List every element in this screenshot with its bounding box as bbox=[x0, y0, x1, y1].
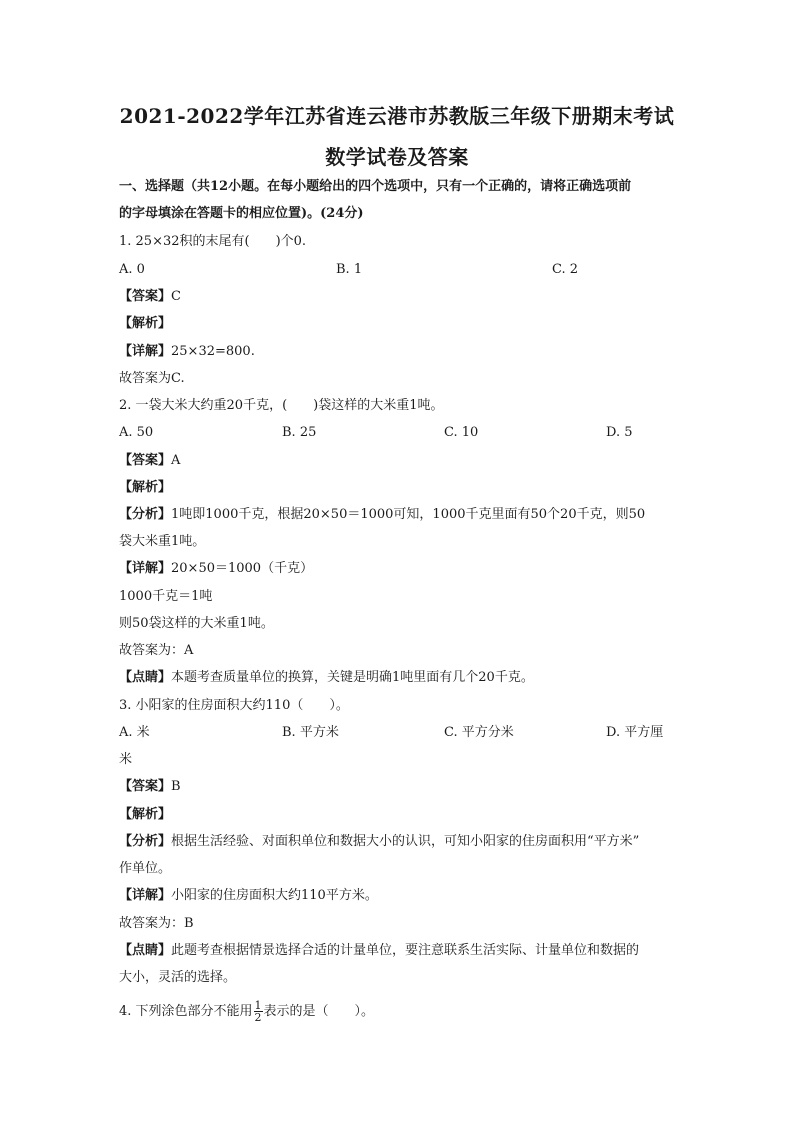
q3-option-c: C. 平方分米 bbox=[444, 725, 514, 740]
q1-option-b: B. 1 bbox=[336, 262, 363, 277]
q3-dianjing-text: 此题考查根据情景选择合适的计量单位，要注意联系生活实际、计量单位和数据的 bbox=[171, 943, 640, 958]
detail-tag: 【详解】 bbox=[119, 344, 172, 359]
q2-detail-text: 20×50＝1000（千克） bbox=[171, 561, 314, 576]
answer-tag: 【答案】 bbox=[119, 453, 172, 468]
q3-fenxi-text: 根据生活经验、对面积单位和数据大小的认识，可知小阳家的住房面积用“平方米” bbox=[171, 834, 640, 849]
q3-conclusion: 故答案为：B bbox=[119, 916, 194, 931]
fraction-denominator: 2 bbox=[254, 1011, 262, 1024]
q3-option-a: A. 米 bbox=[119, 725, 150, 740]
q2-stem: 2. 一袋大米大约重20千克，( )袋这样的大米重1吨。 bbox=[119, 398, 444, 413]
detail-tag: 【详解】 bbox=[119, 888, 172, 903]
q1-conclusion: 故答案为C. bbox=[119, 371, 185, 386]
q3-detail-text: 小阳家的住房面积大约110平方米。 bbox=[171, 888, 378, 903]
q2-dianjing-line bbox=[119, 669, 534, 687]
q2-option-d: D. 5 bbox=[606, 425, 633, 440]
section-heading-line1: 一、选择题（共12小题。在每小题给出的四个选项中，只有一个正确的，请将正确选项前 bbox=[119, 179, 632, 194]
q1-answer: C bbox=[171, 289, 181, 304]
q3-fenxi-line2: 作单位。 bbox=[119, 861, 172, 876]
q3-analysis-tag: 【解析】 bbox=[119, 807, 172, 822]
q3-stem: 3. 小阳家的住房面积大约110（ ）。 bbox=[119, 698, 349, 713]
one-half-fraction bbox=[254, 1000, 263, 1023]
q2-detail-line1 bbox=[119, 560, 313, 578]
q2-fenxi-text: 1吨即1000千克，根据20×50＝1000可知，1000千克里面有50个20千克，则50 bbox=[171, 507, 646, 522]
q2-option-a: A. 50 bbox=[119, 425, 154, 440]
q3-option-b: B. 平方米 bbox=[282, 725, 339, 740]
q2-answer: A bbox=[171, 453, 181, 468]
fenxi-tag: 【分析】 bbox=[119, 507, 172, 522]
q1-stem: 1. 25×32积的末尾有( )个0. bbox=[119, 234, 307, 249]
q1-detail: 25×32=800. bbox=[171, 344, 255, 359]
q2-answer-line bbox=[119, 452, 180, 470]
q3-option-d: D. 平方厘 bbox=[606, 725, 664, 740]
q2-dianjing-text: 本题考查质量单位的换算，关键是明确1吨里面有几个20千克。 bbox=[171, 670, 534, 685]
q2-option-b: B. 25 bbox=[282, 425, 317, 440]
detail-tag: 【详解】 bbox=[119, 561, 172, 576]
q1-detail-line bbox=[119, 343, 255, 361]
q2-analysis-tag: 【解析】 bbox=[119, 480, 172, 495]
answer-tag: 【答案】 bbox=[119, 779, 172, 794]
fraction-numerator: 1 bbox=[254, 999, 262, 1012]
q3-fenxi-line1 bbox=[119, 833, 639, 851]
q1-option-a: A. 0 bbox=[119, 262, 145, 277]
answer-tag: 【答案】 bbox=[119, 289, 172, 304]
q3-detail-line bbox=[119, 887, 378, 905]
q2-option-c: C. 10 bbox=[444, 425, 479, 440]
q3-dianjing-line2: 大小，灵活的选择。 bbox=[119, 970, 237, 985]
q3-dianjing-line1 bbox=[119, 942, 639, 960]
q3-answer: B bbox=[171, 779, 181, 794]
dianjing-tag: 【点睛】 bbox=[119, 670, 172, 685]
q2-fenxi-line1 bbox=[119, 506, 645, 524]
document-title-line1: 2021-2022学年江苏省连云港市苏教版三年级下册期末考试 bbox=[119, 104, 675, 128]
q2-conclusion: 故答案为：A bbox=[119, 643, 194, 658]
dianjing-tag: 【点睛】 bbox=[119, 943, 172, 958]
fenxi-tag: 【分析】 bbox=[119, 834, 172, 849]
q2-detail-line2: 1000千克＝1吨 bbox=[119, 589, 213, 604]
q3-option-d-wrap: 米 bbox=[119, 752, 133, 767]
q4-stem bbox=[119, 1000, 374, 1023]
q2-detail-line3: 则50袋这样的大米重1吨。 bbox=[119, 616, 274, 631]
q1-option-c: C. 2 bbox=[552, 262, 579, 277]
q3-answer-line bbox=[119, 778, 181, 796]
q1-answer-line bbox=[119, 288, 181, 306]
document-title-line2: 数学试卷及答案 bbox=[325, 145, 469, 169]
q4-stem-after: 表示的是（ ）。 bbox=[263, 1004, 375, 1019]
q1-analysis-tag: 【解析】 bbox=[119, 316, 172, 331]
q2-fenxi-line2: 袋大米重1吨。 bbox=[119, 534, 206, 549]
q4-stem-before: 4. 下列涂色部分不能用 bbox=[119, 1004, 253, 1019]
section-heading-line2: 的字母填涂在答题卡的相应位置)。(24分) bbox=[119, 206, 364, 221]
